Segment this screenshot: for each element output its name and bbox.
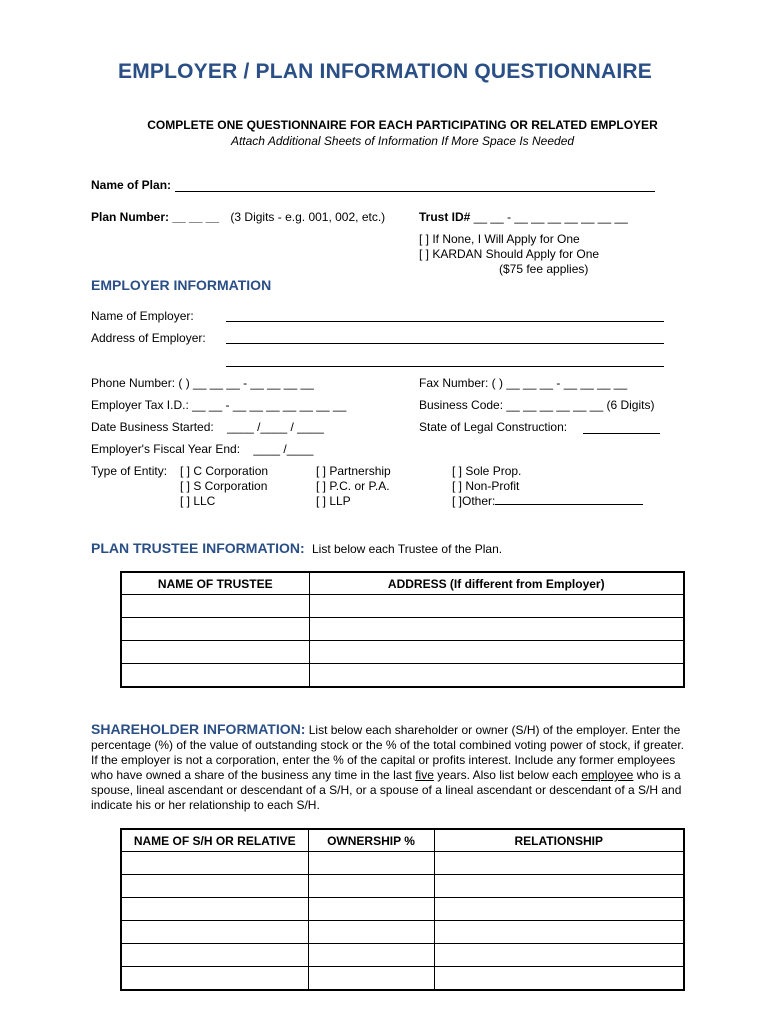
subtitle: COMPLETE ONE QUESTIONNAIRE FOR EACH PARTICIPATING OR RELATED EMPLOYER <box>147 118 658 132</box>
trust-option-apply-self[interactable]: [ ] If None, I Will Apply for One <box>419 232 580 246</box>
col-sh-name: NAME OF S/H OR RELATIVE <box>121 829 308 852</box>
employer-tax-id-field[interactable]: Employer Tax I.D.: __ __ - __ __ __ __ __ __ __ <box>91 398 347 412</box>
sh-name-cell[interactable] <box>121 921 308 944</box>
sh-ownership-cell[interactable] <box>308 852 434 875</box>
employer-section-heading: EMPLOYER INFORMATION <box>91 277 272 293</box>
sh-name-cell[interactable] <box>121 967 308 991</box>
trustee-address-cell[interactable] <box>309 595 684 618</box>
entity-c-corp[interactable]: [ ] C Corporation <box>180 464 269 478</box>
plan-number-hint: (3 Digits - e.g. 001, 002, etc.) <box>230 210 386 224</box>
fax-number-field[interactable]: Fax Number: ( ) __ __ __ - __ __ __ __ <box>419 376 628 390</box>
phone-number-field[interactable]: Phone Number: ( ) __ __ __ - __ __ __ __ <box>91 376 314 390</box>
trustee-table-header <box>121 572 684 595</box>
entity-other[interactable]: [ ]Other: <box>452 494 643 509</box>
plan-number-row[interactable] <box>91 210 385 224</box>
table-row <box>121 898 684 921</box>
sh-ownership-cell[interactable] <box>308 967 434 991</box>
sh-relationship-cell[interactable] <box>434 944 684 967</box>
date-started-blanks[interactable]: ____ /____ / ____ <box>227 420 324 434</box>
employer-address-label: Address of Employer: <box>91 331 206 345</box>
business-code-field[interactable]: Business Code: __ __ __ __ __ __ (6 Digits) <box>419 398 655 412</box>
sh-ownership-cell[interactable] <box>308 921 434 944</box>
shareholder-table <box>120 828 685 991</box>
entity-type-label: Type of Entity: <box>91 464 168 478</box>
plan-number-label: Plan Number: <box>91 210 170 224</box>
col-ownership: OWNERSHIP % <box>308 829 434 852</box>
shareholder-intro: SHAREHOLDER INFORMATION: List below each shareholder or owner (S/H) of the employer. Enter the percentage (%) of the value of outstanding stock or the % of the total combined voting power of stock, if greater. If the employer is not a corporation, enter the % of the capital or profits interest. Include any former employees who have owned a share of the business any time in the last five years. Also list below each employee who is a spouse, lineal ascendant or descendant of a S/H, or a spouse of a lineal ascendant or descendant of a S/H and indicate his or her relationship to each S/H. <box>91 721 685 812</box>
plan-name-field[interactable] <box>175 191 655 192</box>
state-construction-field[interactable] <box>583 433 660 434</box>
shareholder-table-header <box>121 829 684 852</box>
sh-name-cell[interactable] <box>121 898 308 921</box>
sh-name-cell[interactable] <box>121 875 308 898</box>
trustee-name-cell[interactable] <box>121 595 309 618</box>
table-row <box>121 875 684 898</box>
fiscal-year-blanks[interactable]: ____ /____ <box>253 442 314 456</box>
sh-relationship-cell[interactable] <box>434 967 684 991</box>
table-row <box>121 944 684 967</box>
col-trustee-address: ADDRESS (If different from Employer) <box>309 572 684 595</box>
sh-name-cell[interactable] <box>121 852 308 875</box>
table-row <box>121 595 684 618</box>
entity-sole-prop[interactable]: [ ] Sole Prop. <box>452 464 522 478</box>
subtitle-note: Attach Additional Sheets of Information If More Space Is Needed <box>230 134 575 148</box>
table-row <box>121 852 684 875</box>
table-row <box>121 921 684 944</box>
employer-name-label: Name of Employer: <box>91 309 194 323</box>
date-started-label: Date Business Started: <box>91 420 214 434</box>
sh-relationship-cell[interactable] <box>434 898 684 921</box>
trustee-name-cell[interactable] <box>121 641 309 664</box>
trustee-name-cell[interactable] <box>121 664 309 688</box>
date-started-row[interactable] <box>91 420 324 434</box>
entity-options-col3 <box>452 464 643 509</box>
trustee-name-cell[interactable] <box>121 618 309 641</box>
fiscal-year-label: Employer's Fiscal Year End: <box>91 442 241 456</box>
sh-relationship-cell[interactable] <box>434 921 684 944</box>
entity-other-field[interactable] <box>495 504 643 505</box>
plan-number-blanks[interactable]: __ __ __ <box>172 210 220 224</box>
table-row <box>121 618 684 641</box>
sh-ownership-cell[interactable] <box>308 898 434 921</box>
trustee-address-cell[interactable] <box>309 641 684 664</box>
employer-address-field-1[interactable] <box>226 343 664 344</box>
trust-id-blanks[interactable]: __ __ - __ __ __ __ __ __ __ <box>473 210 628 224</box>
entity-s-corp[interactable]: [ ] S Corporation <box>180 479 268 493</box>
trust-id-row[interactable] <box>419 210 628 224</box>
employer-address-field-2[interactable] <box>226 366 664 367</box>
employer-name-field[interactable] <box>226 321 664 322</box>
trustee-address-cell[interactable] <box>309 618 684 641</box>
entity-pc-pa[interactable]: [ ] P.C. or P.A. <box>316 479 390 493</box>
col-relationship: RELATIONSHIP <box>434 829 684 852</box>
entity-options-col1 <box>180 464 268 509</box>
entity-llp[interactable]: [ ] LLP <box>316 494 351 508</box>
trust-id-label: Trust ID# <box>419 210 471 224</box>
shareholder-section-heading: SHAREHOLDER INFORMATION <box>91 721 301 737</box>
fiscal-year-row[interactable] <box>91 442 313 456</box>
col-name-of-trustee: NAME OF TRUSTEE <box>121 572 309 595</box>
trust-fee-note: ($75 fee applies) <box>499 262 589 276</box>
table-row <box>121 664 684 688</box>
trustee-table <box>120 571 685 688</box>
page-title: EMPLOYER / PLAN INFORMATION QUESTIONNAIRE <box>118 60 652 83</box>
sh-name-cell[interactable] <box>121 944 308 967</box>
trustee-address-cell[interactable] <box>309 664 684 688</box>
table-row <box>121 967 684 991</box>
sh-relationship-cell[interactable] <box>434 875 684 898</box>
sh-ownership-cell[interactable] <box>308 944 434 967</box>
plan-name-label: Name of Plan: <box>91 178 172 192</box>
trustee-intro: List below each Trustee of the Plan. <box>311 542 503 556</box>
sh-relationship-cell[interactable] <box>434 852 684 875</box>
entity-options-col2 <box>316 464 391 509</box>
sh-ownership-cell[interactable] <box>308 875 434 898</box>
trustee-heading-row: PLAN TRUSTEE INFORMATION: List below each Trustee of the Plan. <box>91 540 503 556</box>
table-row <box>121 641 684 664</box>
entity-llc[interactable]: [ ] LLC <box>180 494 216 508</box>
entity-partnership[interactable]: [ ] Partnership <box>316 464 391 478</box>
state-construction-label: State of Legal Construction: <box>419 420 568 434</box>
trustee-section-heading: PLAN TRUSTEE INFORMATION <box>91 540 300 556</box>
trust-option-kardan[interactable]: [ ] KARDAN Should Apply for One <box>419 247 600 261</box>
entity-non-profit[interactable]: [ ] Non-Profit <box>452 479 520 493</box>
